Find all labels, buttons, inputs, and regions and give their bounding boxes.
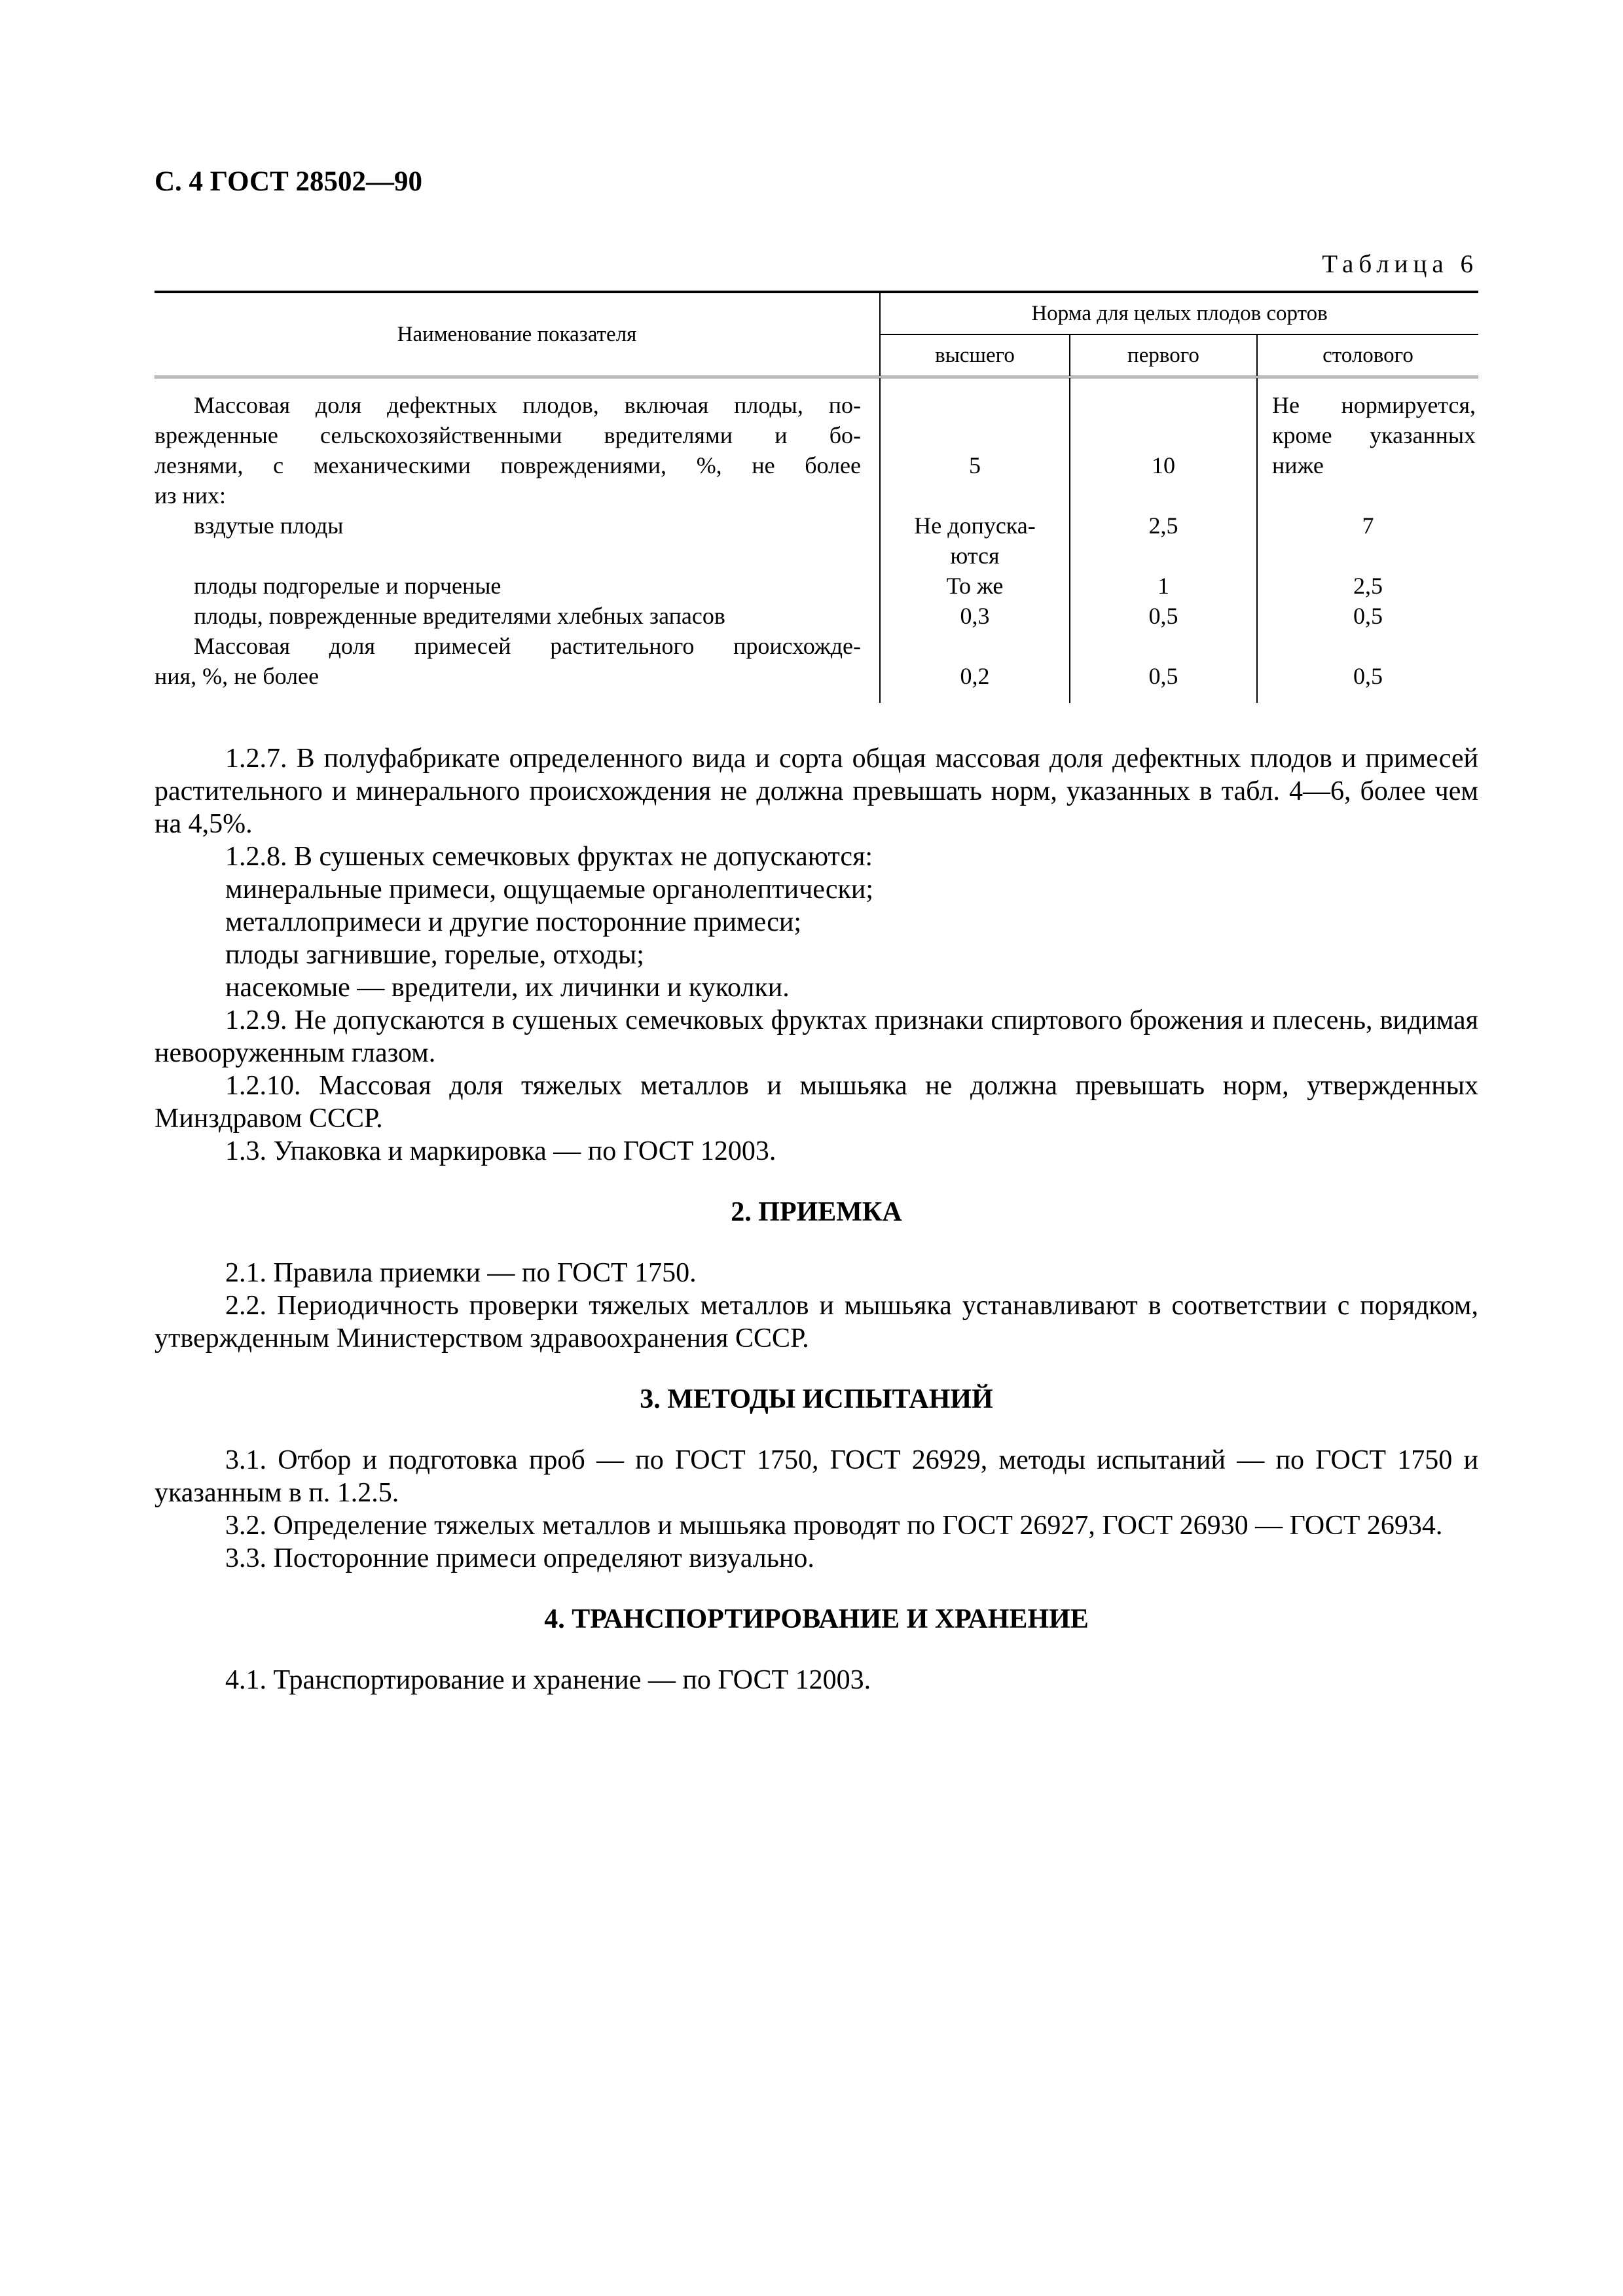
header-indicator-name: Наименование показателя [155,292,880,377]
list-item: насекомые — вредители, их личинки и куколки. [225,973,790,1003]
row-name: вздутые плоды [194,512,344,539]
cell-value: 2,5 [1257,571,1478,601]
header-norm-group: Норма для целых плодов сортов [880,292,1478,334]
table-row [155,511,1478,571]
cell-value: 10 [1070,377,1257,480]
cell-value: 0,5 [1257,601,1478,631]
section-title: 3. МЕТОДЫ ИСПЫТАНИЙ [640,1384,993,1414]
cell-value: 1 [1070,571,1257,601]
cell-value: 5 [880,377,1070,480]
table-row [155,631,1478,703]
cell-value: 7 [1257,511,1478,571]
cell-value: 0,5 [1070,631,1257,703]
cell-value: 0,5 [1257,631,1478,703]
document-page [155,162,1478,1696]
paragraph-1-2-10: 1.2.10. Массовая доля тяжелых металлов и мышьяка не должна превышать норм, утвержденных Минздравом СССР. [155,1071,1478,1134]
paragraph-4-1: 4.1. Транспортирование и хранение — по ГОСТ 12003. [225,1665,871,1695]
table-6 [155,291,1478,703]
paragraph-1-2-9: 1.2.9. Не допускаются в сушеных семечковых фруктах признаки спиртового брожения и плесень, видимая невооруженным глазом. [155,1005,1478,1068]
cell-value: 0,2 [880,631,1070,703]
header-sort-table: столового [1257,334,1478,377]
section-title: 2. ПРИЕМКА [731,1197,902,1227]
row-name: плоды подгорелые и порченые [194,573,501,599]
body-text [155,742,1478,1696]
paragraph-1-2-8: 1.2.8. В сушеных семечковых фруктах не допускаются: [225,842,873,872]
cell-value: 0,5 [1070,601,1257,631]
cell-line: кроме указанных [1272,422,1476,448]
cell-value: Не допуска- ются [880,511,1070,571]
paragraph-2-2: 2.2. Периодичность проверки тяжелых металлов и мышьяка устанавливают в соответствии с порядком, утвержденным Министерством здравоохранения СССР. [155,1291,1478,1354]
row-name-line: врежденные сельскохозяйственными вредителями и бо- [155,422,861,448]
row-name [155,377,880,480]
paragraph-2-1: 2.1. Правила приемки — по ГОСТ 1750. [225,1258,697,1288]
header-sort-first: первого [1070,334,1257,377]
cell-value: 2,5 [1070,511,1257,571]
list-item: металлопримеси и другие посторонние примеси; [225,907,802,937]
list-item: плоды загнившие, горелые, отходы; [225,940,644,970]
paragraph-3-1: 3.1. Отбор и подготовка проб — по ГОСТ 1750, ГОСТ 26929, методы испытаний — по ГОСТ 1750 и указанным в п. 1.2.5. [155,1445,1478,1508]
table-row [155,571,1478,601]
cell-line: ниже [1272,452,1324,478]
cell-value: То же [880,571,1070,601]
table-row [155,377,1478,480]
header-sort-highest: высшего [880,334,1070,377]
row-name-line: ния, %, не более [155,663,319,689]
paragraph-3-2: 3.2. Определение тяжелых металлов и мышьяка проводят по ГОСТ 26927, ГОСТ 26930 — ГОСТ 26934. [225,1511,1443,1541]
paragraph-3-3: 3.3. Посторонние примеси определяют визуально. [225,1543,814,1573]
table-caption: Таблица 6 [1322,250,1478,278]
cell-line: Не нормируется, [1272,392,1476,418]
paragraph-1-3: 1.3. Упаковка и маркировка — по ГОСТ 12003. [225,1136,776,1166]
list-item: минеральные примеси, ощущаемые органолептически; [225,874,874,905]
page-header: С. 4 ГОСТ 28502—90 [155,166,423,197]
row-name: из них: [155,482,227,509]
paragraph-1-2-7: 1.2.7. В полуфабрикате определенного вида и сорта общая массовая доля дефектных плодов и примесей растительного и минерального происхождения не должна превышать норм, указанных в табл. 4—6, более чем на 4,5%. [155,744,1478,839]
row-name-line: Массовая доля примесей растительного происхожде- [194,633,861,659]
table-row [155,601,1478,631]
row-name-line: Массовая доля дефектных плодов, включая плоды, по- [194,392,861,418]
row-name-line: лезнями, с механическими повреждениями, %, не более [155,452,861,478]
cell-value [1257,377,1478,480]
row-name: плоды, поврежденные вредителями хлебных запасов [194,603,725,629]
table-row [155,480,1478,511]
section-title: 4. ТРАНСПОРТИРОВАНИЕ И ХРАНЕНИЕ [544,1604,1089,1634]
cell-value: 0,3 [880,601,1070,631]
